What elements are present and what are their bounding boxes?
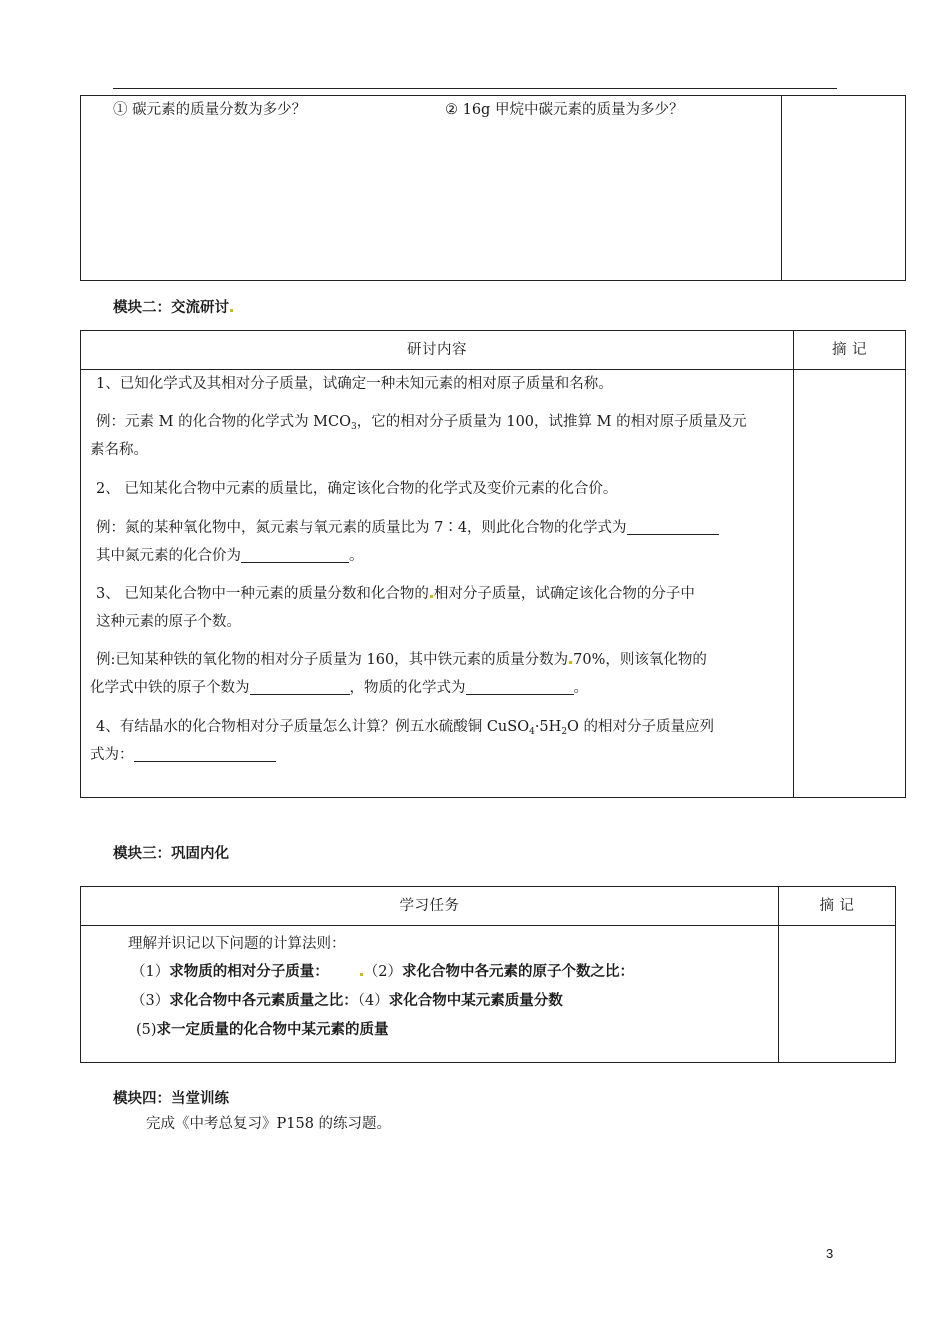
question-1: ① 碳元素的质量分数为多少？ <box>113 102 307 118</box>
answer-blank <box>134 745 276 762</box>
m2-example1-line2: 素名称。 <box>90 442 148 458</box>
module3-col-task: 学习任务 <box>81 887 779 926</box>
table1-notes-cell <box>782 96 906 281</box>
answer-blank <box>241 546 349 563</box>
m3-intro: 理解并识记以下问题的计算法则： <box>128 936 346 952</box>
m3-rules-row1: （1）求物质的相对分子质量： （2）求化合物中各元素的原子个数之比： <box>131 964 634 980</box>
m2-item3-line1: 3、 已知某化合物中一种元素的质量分数和化合物的 相对分子质量，试确定该化合物的分子中 <box>96 586 695 602</box>
module2-notes-cell <box>794 370 906 798</box>
module2-col-content: 研讨内容 <box>81 331 794 370</box>
header-rule <box>113 88 837 89</box>
module2-col-notes: 摘 记 <box>794 331 906 370</box>
m2-example1-line1: 例：元素 M 的化合物的化学式为 $MCO_3$，它的相对分子质量为 100，试推算 M 的相对原子质量及元 <box>96 414 747 432</box>
m2-item2: 2、 已知某化合物中元素的质量比，确定该化合物的化学式及变价元素的化合价。 <box>96 481 618 497</box>
module2-title: 模块二：交流研讨 <box>113 294 234 322</box>
m2-example2-line2: 其中氮元素的化合价为 。 <box>96 548 364 564</box>
module4-title: 模块四：当堂训练 <box>113 1091 229 1107</box>
answer-blank <box>466 678 574 695</box>
m2-item3-line2: 这种元素的原子个数。 <box>96 614 241 630</box>
m3-rules-row2: （3）求化合物中各元素质量之比：（4）求化合物中某元素质量分数 <box>131 993 563 1009</box>
module3-col-notes: 摘 记 <box>779 887 896 926</box>
question-2: ② 16g 甲烷中碳元素的质量为多少？ <box>445 102 684 118</box>
answer-blank <box>250 678 350 695</box>
answer-blank <box>627 518 719 535</box>
module4-body: 完成《中考总复习》P158 的练习题。 <box>146 1116 392 1132</box>
m2-item1: 1、已知化学式及其相对分子质量，试确定一种未知元素的相对原子质量和名称。 <box>96 376 613 392</box>
m3-rules-row3: (5)求一定质量的化合物中某元素的质量 <box>136 1022 389 1038</box>
m2-example2-line1: 例：氮的某种氧化物中，氮元素与氧元素的质量比为 7∶4，则此化合物的化学式为 <box>96 514 719 542</box>
module3-title: 模块三：巩固内化 <box>113 846 229 862</box>
page-number: 3 <box>826 1246 834 1261</box>
m2-example3-line2: 化学式中铁的原子个数为 ，物质的化学式为 。 <box>90 680 588 696</box>
m2-item4-line2: 式为： <box>90 741 276 769</box>
m2-example3-line1: 例:已知某种铁的氧化物的相对分子质量为 160，其中铁元素的质量分数为 70%，则该氧化物的 <box>96 652 707 668</box>
m2-item4-line1: 4、有结晶水的化合物相对分子质量怎么计算？例五水硫酸铜 $CuSO_4\cdot 5H_2O$ 的相对分子质量应列 <box>96 719 715 737</box>
module3-notes-cell <box>779 926 896 1063</box>
